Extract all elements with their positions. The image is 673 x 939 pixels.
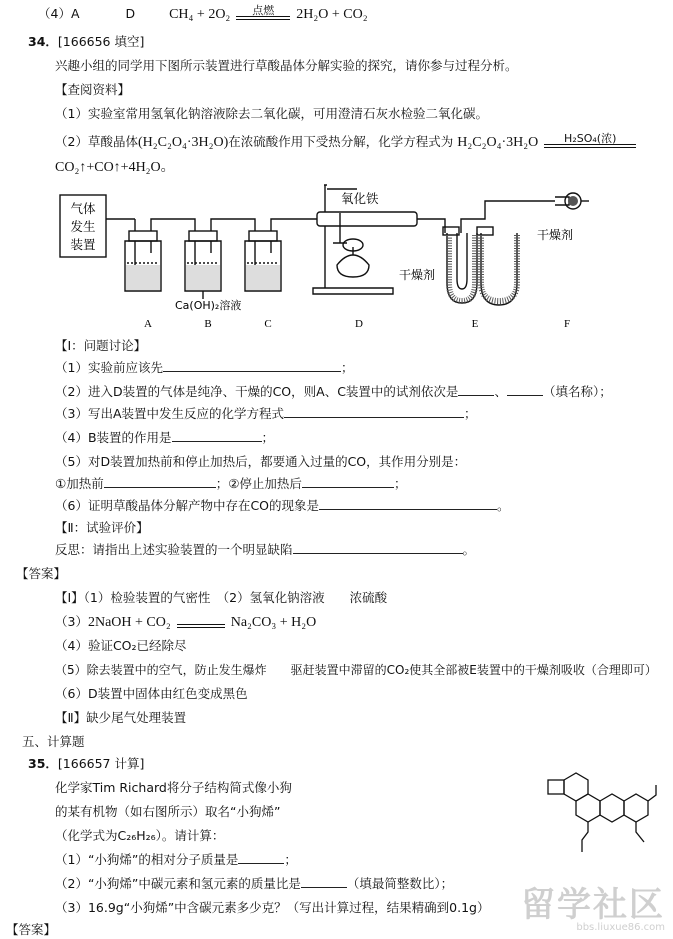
- q34-p1: （1）实验前应该先 ；: [55, 360, 354, 375]
- q33-answer-line: （4）A D CH₄ + 2O₂ 点燃 2H₂O + CO₂: [38, 3, 368, 22]
- letter-f: F: [563, 318, 571, 330]
- blank-p5a[interactable]: [104, 476, 216, 488]
- gen-label-3: 装置: [70, 237, 96, 252]
- q35-l1: 化学家Tim Richard将分子结构简式像小狗: [55, 780, 292, 795]
- molecule-structure: [540, 772, 670, 862]
- gen-label-1: 气体: [70, 201, 96, 216]
- q33-arrow: [234, 3, 292, 23]
- q34-header: [28, 34, 144, 50]
- ref2-arrow: [542, 131, 638, 151]
- pipe-bc: [211, 219, 255, 231]
- watermark: [521, 877, 665, 933]
- q34-section-eval: 【Ⅱ：试验评价】: [55, 520, 149, 535]
- q33-equation-right: 2H₂O + CO₂: [296, 7, 368, 22]
- section-calc: 五、计算题: [22, 734, 85, 749]
- liquid-c: [246, 265, 280, 290]
- fe-label: 氧化铁: [341, 191, 379, 206]
- q35-q2: （2）“小狗烯”中碳元素和氢元素的质量比是 （填最简整数比）；: [55, 876, 454, 891]
- q35-l3: （化学式为C₂₆H₂₆）。请计算：: [55, 828, 225, 843]
- watermark-url: bbs.liuxue86.com: [576, 922, 665, 933]
- a3-arrow: [175, 615, 227, 631]
- blank-p2a[interactable]: [458, 384, 494, 396]
- blank-p2b[interactable]: [507, 384, 543, 396]
- gen-label-2: 发生: [70, 219, 96, 234]
- blank-p5b[interactable]: [302, 476, 394, 488]
- answer-a4: （4）验证CO₂已经除尽: [55, 638, 187, 653]
- desiccant-fill: [449, 235, 517, 301]
- pipe-cd: [271, 219, 317, 231]
- liquid-a: [126, 265, 160, 290]
- q34-p3: （3）写出A装置中发生反应的化学方程式 ；: [55, 406, 477, 421]
- blank-reflect[interactable]: [293, 542, 463, 554]
- blank-p3[interactable]: [284, 406, 464, 418]
- letter-b: B: [204, 318, 212, 330]
- blank-p4[interactable]: [172, 430, 262, 442]
- q33-choice: D: [125, 6, 136, 21]
- answer-a5: （5）除去装置中的空气，防止发生爆炸 驱赶装置中滞留的CO₂使其全部被E装置中的干燥剂吸收（合理即可）: [55, 663, 657, 677]
- q35-q1: （1）“小狗烯”的相对分子质量是 ；: [55, 852, 297, 867]
- dry-label-1: 干燥剂: [399, 268, 436, 282]
- pipe-a-in: [106, 219, 135, 231]
- blank-p6[interactable]: [319, 498, 497, 510]
- dry-label-2: 干燥剂: [537, 228, 574, 242]
- letter-a: A: [144, 318, 152, 330]
- blank-q35-1[interactable]: [238, 852, 284, 864]
- letter-e: E: [471, 318, 479, 330]
- answer-a7: 【Ⅱ】缺少尾气处理装置: [55, 710, 187, 725]
- oxalic-reactant: H₂C₂O₄·3H₂O: [457, 135, 539, 150]
- blank-p1[interactable]: [163, 360, 341, 372]
- q35-q3: （3）16.9g“小狗烯”中含碳元素多少克？（写出计算过程，结果精确到0.1g）: [55, 900, 490, 915]
- answer-header: 【答案】: [16, 566, 67, 581]
- q35-header: [28, 756, 144, 772]
- q34-intro: 兴趣小组的同学用下图所示装置进行草酸晶体分解实验的探究，请你参与过程分析。: [55, 58, 518, 73]
- q33-condition: 点燃: [252, 3, 275, 17]
- q34-ref-2: （2）草酸晶体(H₂C₂O₄·3H₂O)在浓硫酸作用下受热分解，化学方程式为 H₂C₂O₄·3H₂O H₂SO₄(浓): [55, 134, 638, 151]
- q34-p2: （2）进入D装置的气体是纯净、干燥的CO，则A、C装置中的试剂依次是 、 （填名称）；: [55, 384, 612, 399]
- q33-equation-left: CH₄ + 2O₂: [169, 7, 231, 22]
- q34-number: 34．: [28, 34, 58, 49]
- q35-id: [166657 计算]: [57, 756, 145, 771]
- q34-section-discussion: 【Ⅰ：问题讨论】: [55, 338, 147, 353]
- letter-c: C: [264, 318, 272, 330]
- q34-p5-sub: ①加热前 ；②停止加热后 ；: [55, 476, 407, 491]
- a3-left: 2NaOH + CO₂: [87, 615, 171, 630]
- pipe-ab: [151, 219, 195, 231]
- desiccant-ball: [568, 196, 578, 206]
- caoh-label: Ca(OH)₂溶液: [175, 299, 242, 312]
- letter-d: D: [355, 318, 363, 330]
- q34-id: [166656 填空]: [57, 34, 145, 49]
- q34-ref-1: （1）实验室常用氢氧化钠溶液除去二氧化碳，可用澄清石灰水检验二氧化碳。: [55, 106, 488, 121]
- q35-l2: 的某有机物（如右图所示）取名“小狗烯”: [55, 804, 281, 819]
- oxalic-formula: (H₂C₂O₄·3H₂O): [137, 135, 229, 150]
- q34-section-ref: 【查阅资料】: [55, 82, 131, 97]
- watermark-logo: 留学社区: [521, 885, 665, 925]
- answer-a1: 【Ⅰ】（1）检验装置的气密性 （2）氢氧化钠溶液 浓硫酸: [55, 590, 388, 605]
- answer-a3: （3）2NaOH + CO₂ Na₂CO₃ + H₂O: [55, 614, 317, 630]
- answer-a6: （6）D装置中固体由红色变成黑色: [55, 686, 248, 701]
- a3-right: Na₂CO₃ + H₂O: [230, 615, 317, 630]
- q35-number: 35．: [28, 756, 58, 771]
- ref2-condition: H₂SO₄(浓): [564, 131, 617, 145]
- liquid-b: [186, 265, 220, 290]
- q34-ref-2-products: CO₂↑+CO↑+4H₂O。: [55, 160, 175, 175]
- q34-p6: （6）证明草酸晶体分解产物中存在CO的现象是 。: [55, 498, 510, 513]
- q34-reflect: 反思：请指出上述实验装置的一个明显缺陷 。: [55, 542, 476, 557]
- apparatus-diagram: [55, 183, 595, 335]
- q34-p5: （5）对D装置加热前和停止加热后，都要通入过量的CO，其作用分别是：: [55, 454, 467, 469]
- q34-p4: （4）B装置的作用是 ；: [55, 430, 275, 445]
- q35-answer-header: 【答案】: [6, 922, 57, 937]
- blank-q35-2[interactable]: [301, 876, 347, 888]
